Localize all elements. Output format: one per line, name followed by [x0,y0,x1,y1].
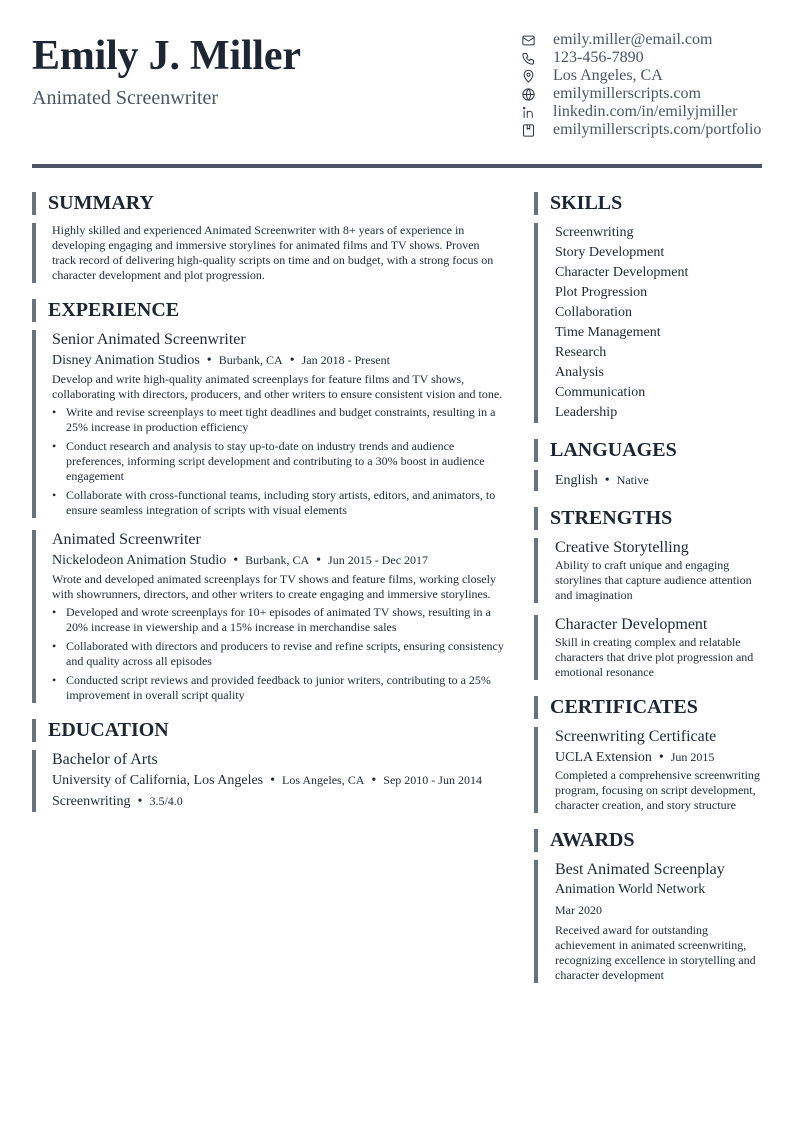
strength-text: Ability to craft unique and engaging storylines that capture audience attention and imagination [555,558,752,602]
education-heading: EDUCATION [32,719,506,742]
language-name: English [555,473,598,488]
education-gpa: 3.5/4.0 [149,794,183,808]
strength-title: Creative Storytelling [555,539,689,556]
education-school: University of California, Los Angeles [52,773,264,788]
candidate-name: Emily J. Miller [32,33,301,79]
education-field: Screenwriting [52,794,131,809]
skills-section [534,223,766,423]
skill-item: Character Development [555,265,689,280]
job-achievements [52,605,506,703]
main-column [32,192,506,812]
summary-text: Highly skilled and experienced Animated Screenwriter with 8+ years of experience in developing engaging and immersive storylines for animated films and TV shows. Proven track record of delivering high-quality scripts on time and on budget, with a strong focus on character development and plot progression. [52,223,494,282]
certificates-heading: CERTIFICATES [534,696,766,719]
globe-icon [520,86,536,102]
resume-header [32,30,762,150]
education-section [32,750,506,812]
contact-portfolio-text: emilymillerscripts.com/portfolio [553,121,762,138]
award-date-text: Mar 2020 [555,903,602,917]
skill-item: Story Development [555,245,665,260]
certificate-name: Screenwriting Certificate [555,728,717,745]
contact-linkedin[interactable] [520,103,770,121]
contact-email-text: emily.miller@email.com [553,31,713,48]
sidebar-column [534,192,766,983]
language-level: Native [616,473,649,487]
linkedin-icon [520,104,536,120]
award-issuer: Animation World Network [555,882,706,897]
skill-item: Research [555,345,607,360]
achievement-item: • Conduct research and analysis to stay up-to-date on industry trends and audience preferences, informing script development and contributing to a 30% boost in audience engagement [52,439,506,484]
contact-email[interactable] [520,31,770,49]
contact-phone-text: 123-456-7890 [553,49,644,66]
phone-icon [520,50,536,66]
header-divider [32,164,762,168]
education-location: Los Angeles, CA [282,773,365,787]
award-item [534,860,766,983]
mail-icon [520,32,536,48]
certificate-issuer: UCLA Extension [555,750,652,765]
job-meta: Disney Animation Studios • Burbank, CA • Jan 2018 - Present [52,353,390,368]
strength-item [534,615,766,680]
candidate-role: Animated Screenwriter [32,87,219,109]
education-field-line: Screenwriting • 3.5/4.0 [52,794,183,809]
job-achievements [52,405,506,518]
certificate-date: Jun 2015 [670,750,715,764]
strength-text: Skill in creating complex and relatable characters that drive plot progression and emotional resonance [555,635,754,679]
achievement-item: • Write and revise screenplays to meet tight deadlines and budget constraints, resulting in a 25% increase in production efficiency [52,405,506,435]
contact-portfolio[interactable] [520,121,770,139]
summary-heading: SUMMARY [32,192,506,215]
education-dates: Sep 2010 - Jun 2014 [383,773,482,787]
skill-item: Collaboration [555,305,632,320]
job-role: Animated Screenwriter [52,531,201,548]
location-pin-icon [520,68,536,84]
job-role: Senior Animated Screenwriter [52,331,246,348]
education-degree: Bachelor of Arts [52,751,158,768]
skills-heading: SKILLS [534,192,766,215]
languages-section [534,470,766,491]
contact-location-text: Los Angeles, CA [553,67,663,84]
job-dates: Jun 2015 - Dec 2017 [328,553,429,567]
experience-item [32,330,506,518]
skill-item: Communication [555,385,646,400]
achievement-item: • Developed and wrote screenplays for 10+ episodes of animated TV shows, resulting in a 20% increase in viewership and a 15% increase in merchandise sales [52,605,506,635]
skill-item: Screenwriting [555,225,634,240]
certificate-meta: UCLA Extension • Jun 2015 [555,750,715,765]
education-meta: University of California, Los Angeles • Los Angeles, CA • Sep 2010 - Jun 2014 [52,773,482,788]
award-text: Received award for outstanding achievement in animated screenwriting, recognizing excellence in storytelling and character development [555,923,756,982]
strength-item [534,538,766,603]
awards-heading: AWARDS [534,829,766,852]
bookmark-icon [520,122,536,138]
job-location: Burbank, CA [218,353,283,367]
job-description: Wrote and developed animated screenplays for TV shows and feature films, working closely with showrunners, directors, and other writers to create engaging and immersive storylines. [52,572,496,601]
contact-linkedin-text: linkedin.com/in/emilyjmiller [553,103,738,120]
contact-list [520,31,770,139]
job-company: Nickelodeon Animation Studio [52,553,227,568]
contact-website[interactable] [520,85,770,103]
contact-location [520,67,770,85]
award-date [555,900,766,921]
award-name: Best Animated Screenplay [555,861,725,878]
language-item: English • Native [555,473,649,488]
certificate-text: Completed a comprehensive screenwriting program, focusing on script development, character creation, and story structure [555,768,760,812]
experience-item [32,530,506,703]
experience-heading: EXPERIENCE [32,299,506,322]
achievement-item: • Collaborated with directors and producers to revise and refine scripts, ensuring consistency and quality across all episodes [52,639,506,669]
job-description: Develop and write high-quality animated screenplays for feature films and TV shows, collaborating with directors, producers, and other writers to ensure consistent vision and tone. [52,372,503,401]
skill-item: Leadership [555,405,618,420]
languages-heading: LANGUAGES [534,439,766,462]
certificate-item [534,727,766,813]
summary-section [32,223,506,283]
achievement-item: • Collaborate with cross-functional teams, including story artists, editors, and animators, to ensure seamless integration of scripts with visual elements [52,488,506,518]
strength-title: Character Development [555,616,708,633]
contact-website-text: emilymillerscripts.com [553,85,701,102]
contact-phone[interactable] [520,49,770,67]
achievement-item: • Conducted script reviews and provided feedback to junior writers, contributing to a 25% improvement in overall script quality [52,673,506,703]
job-dates: Jan 2018 - Present [301,353,390,367]
skill-item: Plot Progression [555,285,648,300]
job-location: Burbank, CA [245,553,310,567]
skill-item: Time Management [555,325,661,340]
job-company: Disney Animation Studios [52,353,200,368]
skill-item: Analysis [555,365,604,380]
job-meta: Nickelodeon Animation Studio • Burbank, CA • Jun 2015 - Dec 2017 [52,553,429,568]
strengths-heading: STRENGTHS [534,507,766,530]
